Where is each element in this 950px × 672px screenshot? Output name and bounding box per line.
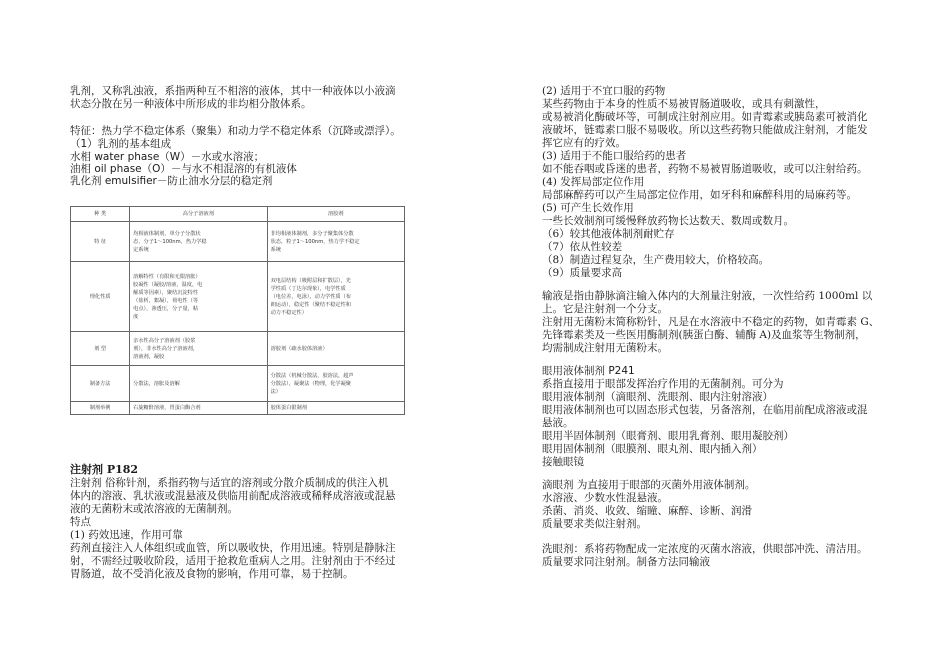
right-line: （8）制造过程复杂，生产费用较大，价格较高。 (542, 254, 770, 266)
table-cell: 溶胶剂（疏水胶体溶液） (267, 332, 404, 366)
eye-preparation-heading: 眼用液体制剂 P241 (542, 365, 635, 377)
right-line: 滴眼剂 为直接用于眼部的灭菌外用液体制剂。 (542, 479, 756, 491)
table-row (71, 332, 405, 366)
table-row (71, 222, 405, 262)
injection-line: 注射剂 俗称针剂，系指药物与适宜的溶剂或分散介质制成的供注入机 (70, 477, 389, 489)
right-line: （6）较其他液体制剂耐贮存 (542, 228, 675, 240)
right-line: 眼用半固体制剂（眼膏剂、眼用乳膏剂、眼用凝胶剂） (542, 430, 794, 442)
table-row-label: 特 征 (71, 222, 130, 262)
table-cell: 右旋糖酐溶液，胃蛋白酶合剂 (130, 402, 267, 415)
right-line: 悬液。 (542, 417, 574, 429)
table-cell: 均相液体制剂，单分子分散状 态，分子1～100nm，热力学稳 定系统 (130, 222, 267, 262)
intro-line: 乳剂，又称乳浊液，系指两种互不相溶的液体，其中一种液体以小液滴 (70, 85, 396, 97)
table-cell: 胶体蛋白银制剂 (267, 402, 404, 415)
right-line: (2) 适用于不宜口服的药物 (542, 85, 666, 97)
right-line: (5) 可产生长效作用 (542, 202, 634, 214)
right-line: 输液是指由静脉滴注输入体内的大剂量注射液，一次性给药 1000ml 以 (542, 290, 873, 302)
table-cell: 亲水性高分子溶液剂（胶浆 剂），非水性高分子溶液剂， 溶液剂，凝胶 (130, 332, 267, 366)
right-line: 挥它应有的疗效。 (542, 137, 626, 149)
table-header-cell: 高分子溶液剂 (130, 207, 267, 222)
table-row-label: 制备方法 (71, 366, 130, 402)
right-line: （7）依从性较差 (542, 241, 623, 253)
right-line: 眼用液体制剂也可以固态形式包装，另备溶剂，在临用前配成溶液或混 (542, 404, 868, 416)
right-line: 质量要求同注射剂。制备方法同输液 (542, 556, 710, 568)
table-row-label: 制剂举例 (71, 402, 130, 415)
right-line: 一些长效制剂可缓慢释放药物长达数天、数周或数月。 (542, 215, 794, 227)
comparison-table (70, 206, 405, 415)
table-cell: 双电层结构（吸附层和扩散层），光 学性质（丁达尔现象），电学性质 （电位差，电泳），动力学性质（布 朗运动），稳定性（聚结不稳定性和 动力不稳定性） (267, 262, 404, 332)
right-line: 如不能吞咽或昏迷的患者，药物不易被胃肠道吸收，或可以注射给药。 (542, 163, 868, 175)
injection-line: 射，不需经过吸收阶段，适用于抢救危重病人之用。注射剂由于不经过 (70, 555, 396, 567)
table-row-label: 剂 型 (71, 332, 130, 366)
table-header-cell: 溶胶剂 (267, 207, 404, 222)
injection-line: 液的无菌粉末或浓溶液的无菌制剂。 (70, 503, 238, 515)
right-line: 水溶液、少数水性混悬液。 (542, 492, 668, 504)
table-header-row (71, 207, 405, 222)
injection-line: (1) 药效迅速，作用可靠 (70, 529, 183, 541)
right-line: 眼用固体制剂（眼膜剂、眼丸剂、眼内插入剂） (542, 443, 763, 455)
right-line: 质量要求类似注射剂。 (542, 518, 647, 530)
right-column (475, 0, 950, 672)
table-row (71, 402, 405, 415)
table-header-cell: 种 类 (71, 207, 130, 222)
intro-line: 状态分散在另一种液体中所形成的非均相分散体系。 (70, 98, 312, 110)
right-line: 注射用无菌粉末简称粉针，凡是在水溶液中不稳定的药物，如青霉素 G、 (542, 316, 880, 328)
right-line: (3) 适用于不能口服给药的患者 (542, 150, 687, 162)
table-cell: 非均相液体制剂，多分子聚集体分散 状态，粒子1～100nm，热力学不稳定 系统 (267, 222, 404, 262)
right-line: 均需制成注射用无菌粉末。 (542, 342, 668, 354)
table-cell: 分散法（机械分散法，胶溶法，超声 分散法），凝聚法（物理，化学凝聚 法） (267, 366, 404, 402)
table-row-label: 理化性质 (71, 262, 130, 332)
injection-line: 药剂直接注入人体组织或血管，所以吸收快，作用迅速。特别是静脉注 (70, 542, 396, 554)
right-line: 或易被消化酶破坏等，可制成注射剂应用。如青霉素或胰岛素可被消化 (542, 111, 868, 123)
injection-heading: 注射剂 P182 (70, 463, 139, 476)
right-line: （9）质量要求高 (542, 267, 623, 279)
oil-phase-line: 油相 oil phase（O）－与水不相混溶的有机液体 (70, 163, 297, 175)
right-line: 液破坏，链霉素口服不易吸收。所以这些药物只能做成注射剂，才能发 (542, 124, 868, 136)
injection-line: 体内的溶液、乳状液或混悬液及供临用前配成溶液或稀释成溶液或混悬 (70, 490, 396, 502)
right-line: 某些药物由于本身的性质不易被胃肠道吸收，或具有刺激性， (542, 98, 826, 110)
right-line: (4) 发挥局部定位作用 (542, 176, 645, 188)
right-line: 上。它是注射剂一个分支。 (542, 303, 668, 315)
right-line: 接触眼镜 (542, 456, 584, 468)
right-line: 杀菌、消炎、收敛、缩瞳、麻醉、诊断、润滑 (542, 505, 752, 517)
feature-line: 特征：热力学不稳定体系（聚集）和动力学不稳定体系（沉降或漂浮）。 (70, 125, 401, 137)
emulsifier-line: 乳化剂 emulsifier－防止油水分层的稳定剂 (70, 175, 273, 187)
water-phase-line: 水相 water phase（W）－水或水溶液； (70, 151, 265, 163)
table-cell: 分散法，溶胀及溶解 (130, 366, 267, 402)
right-line: 先锋霉素类及一些医用酶制剂(胰蛋白酶、辅酶 A)及血浆等生物制剂， (542, 329, 866, 341)
table-row (71, 262, 405, 332)
table-row (71, 366, 405, 402)
right-line: 系指直接用于眼部发挥治疗作用的无菌制剂。可分为 (542, 378, 784, 390)
right-line: 洗眼剂：系将药物配成一定浓度的灭菌水溶液，供眼部冲洗、清洁用。 (542, 543, 868, 555)
table-cell: 溶解特性（有限和无限溶胀） 胶凝性（凝胶/溶液，温度，电 解质等因素），聚结沉淀特性 （盐析，絮凝），荷电性（等 电点），渗透压，分子量，粘 度 (130, 262, 267, 332)
injection-line: 胃肠道，故不受消化液及食物的影响，作用可靠，易于控制。 (70, 568, 354, 580)
injection-line: 特点 (70, 516, 91, 528)
right-line: 眼用液体制剂（滴眼剂、洗眼剂、眼内注射溶液） (542, 391, 773, 403)
right-line: 局部麻醉药可以产生局部定位作用，如牙科和麻醉科用的局麻药等。 (542, 189, 857, 201)
composition-heading: （1）乳剂的基本组成 (70, 138, 172, 150)
